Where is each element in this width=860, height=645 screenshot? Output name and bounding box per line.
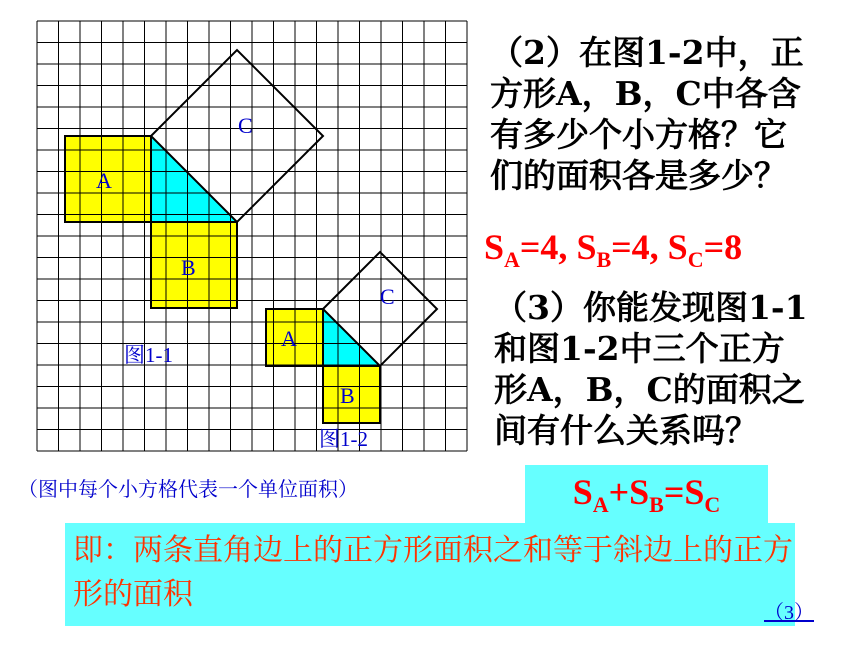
grid-lines — [37, 21, 467, 451]
answer-s: S — [667, 227, 688, 267]
answer-sub: B — [649, 492, 664, 518]
question-3-line: 和图1-2中三个正方 — [494, 329, 785, 368]
equals-sign: = — [663, 472, 685, 512]
grid-figure — [0, 0, 480, 460]
answer-s: S — [572, 472, 593, 512]
relation-answer — [525, 471, 768, 518]
plus-sign: + — [608, 472, 630, 512]
fig2-caption: 图1-2 — [319, 427, 368, 451]
answer-sub: A — [504, 247, 520, 273]
answer-s: S — [629, 472, 650, 512]
unit-note: （图中每个小方格代表一个单位面积） — [18, 477, 358, 501]
question-2-line: 方形A，B，C中各含 — [490, 74, 801, 113]
relation-answer-box — [525, 465, 768, 523]
answer-value: =4, — [611, 227, 668, 267]
conclusion-text: 即：两条直角边上的正方形面积之和等于斜边上的正方形的面积 — [73, 533, 793, 612]
answer-value: =4, — [519, 227, 577, 267]
question-3-line: 间有什么关系吗？ — [494, 411, 758, 450]
answer-sub: B — [596, 247, 612, 273]
question-2 — [490, 32, 850, 196]
fig1-label-c: C — [238, 113, 253, 138]
conclusion-box — [65, 523, 795, 626]
question-2-line: （2）在图1-2中，正 — [490, 33, 804, 72]
answer-s: S — [576, 227, 597, 267]
area-answer — [484, 226, 742, 273]
fig2-label-b: B — [340, 383, 355, 408]
question-2-line: 们的面积各是多少？ — [490, 156, 787, 195]
fig1-caption: 图1-1 — [124, 343, 173, 367]
question-2-line: 有多少个小方格？它 — [490, 115, 787, 154]
fig2-label-c: C — [380, 284, 395, 309]
question-3-line: 形A，B，C的面积之 — [494, 370, 805, 409]
answer-value: =8 — [703, 227, 743, 267]
answer-s: S — [684, 472, 705, 512]
answer-sub: C — [687, 247, 704, 273]
answer-sub: A — [592, 492, 609, 518]
fig1-label-b: B — [181, 255, 196, 280]
question-3-line: （3）你能发现图1-1 — [494, 288, 808, 327]
question-3 — [494, 287, 854, 451]
page-link[interactable]: （3） — [764, 602, 814, 624]
answer-sub: C — [704, 492, 721, 518]
answer-s: S — [484, 227, 505, 267]
fig2-label-a: A — [281, 326, 297, 351]
fig1-label-a: A — [96, 168, 112, 193]
